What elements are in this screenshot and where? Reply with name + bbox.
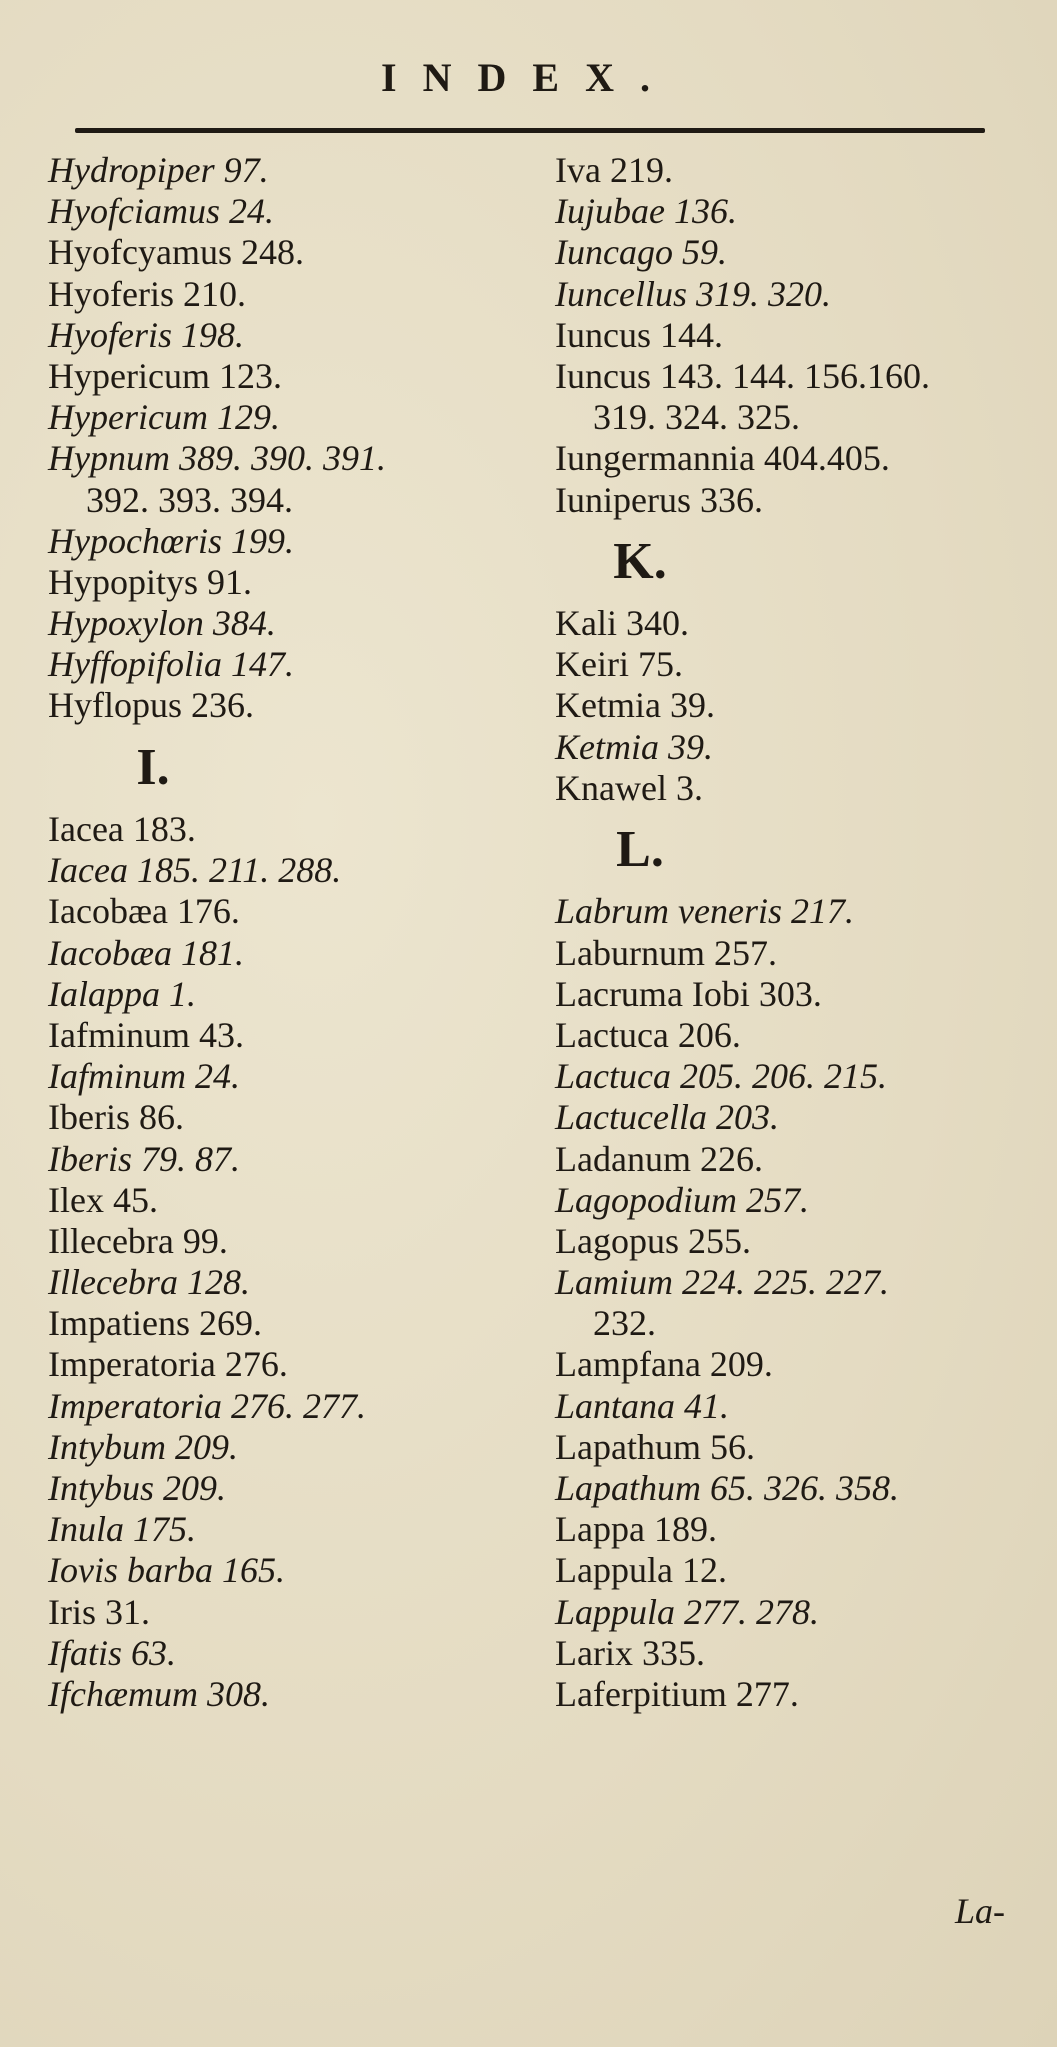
section-letter: K.: [613, 532, 667, 590]
index-entry: Laferpitium 277.: [555, 1673, 799, 1714]
index-entry: Lagopus 255.: [555, 1220, 751, 1261]
index-column-left: [48, 150, 488, 1715]
index-entry: Iberis 86.: [48, 1097, 184, 1138]
index-entry: Ifchæmum 308.: [48, 1673, 270, 1714]
index-entry: Larix 335.: [555, 1632, 705, 1673]
index-entry: Iacea 183.: [48, 809, 196, 850]
index-entry: Lactucella 203.: [555, 1097, 779, 1138]
index-entry: Iovis barba 165.: [48, 1550, 285, 1591]
index-entry: Hypopitys 91.: [48, 561, 253, 602]
index-entry: Lampfana 209.: [555, 1344, 773, 1385]
page-title: INDEX.: [381, 55, 676, 100]
index-entry: Ifatis 63.: [48, 1632, 177, 1673]
index-entry: Iafminum 24.: [48, 1056, 240, 1097]
index-column-right: [555, 150, 995, 1715]
section-letter: L.: [616, 821, 664, 879]
index-entry: Iacobæa 181.: [48, 932, 244, 973]
index-entry-continuation: 319. 324. 325.: [593, 397, 800, 438]
index-entry: Hyffopifolia 147.: [48, 644, 294, 685]
index-entry: Imperatoria 276.: [48, 1344, 288, 1385]
index-entry: Illecebra 128.: [48, 1262, 250, 1303]
index-entry: Iungermannia 404.405.: [555, 438, 890, 479]
index-entry: Inula 175.: [48, 1509, 196, 1550]
index-entry: Kali 340.: [555, 603, 689, 644]
index-entry: Iafminum 43.: [48, 1014, 244, 1055]
index-entry: Ketmia 39.: [555, 726, 713, 767]
index-entry: Iuncago 59.: [555, 232, 727, 273]
index-entry: Lactuca 206.: [555, 1014, 741, 1055]
header-rule: [75, 128, 985, 133]
section-letter: I.: [136, 738, 170, 796]
index-entry: Hypericum 123.: [48, 355, 282, 396]
index-entry: Imperatoria 276. 277.: [48, 1385, 366, 1426]
index-entry-continuation: 232.: [593, 1303, 656, 1344]
index-entry: Lappa 189.: [555, 1509, 717, 1550]
catchword: La-: [955, 1891, 1006, 1931]
index-entry: Lantana 41.: [555, 1385, 730, 1426]
index-entry: Iacobæa 176.: [48, 891, 240, 932]
index-entry: Ialappa 1.: [48, 973, 196, 1014]
index-entry: Lappula 277. 278.: [555, 1591, 820, 1632]
index-entry: Hypericum 129.: [48, 397, 280, 438]
index-entry: Lamium 224. 225. 227.: [555, 1262, 890, 1303]
index-entry: Illecebra 99.: [48, 1220, 228, 1261]
index-entry: Laburnum 257.: [555, 932, 777, 973]
index-entry: Intybum 209.: [48, 1426, 238, 1467]
index-entry: Iuncellus 319. 320.: [555, 273, 831, 314]
index-entry: Lagopodium 257.: [555, 1179, 810, 1220]
index-entry: Iuniperus 336.: [555, 479, 763, 520]
index-entry: Iberis 79. 87.: [48, 1138, 240, 1179]
index-entry: Hypnum 389. 390. 391.: [48, 438, 386, 479]
index-entry: Lactuca 205. 206. 215.: [555, 1056, 887, 1097]
index-entry: Impatiens 269.: [48, 1303, 262, 1344]
index-entry: Iacea 185. 211. 288.: [48, 850, 342, 891]
index-entry: Iujubae 136.: [555, 191, 737, 232]
index-entry: Hyofcyamus 248.: [48, 232, 304, 273]
index-entry: Iuncus 144.: [555, 314, 723, 355]
index-entry-continuation: 392. 393. 394.: [86, 479, 293, 520]
index-entry: Ketmia 39.: [555, 685, 715, 726]
index-entry: Lapathum 65. 326. 358.: [555, 1468, 900, 1509]
index-entry: Iris 31.: [48, 1591, 150, 1632]
index-entry: Lapathum 56.: [555, 1426, 755, 1467]
index-entry: Hyflopus 236.: [48, 685, 254, 726]
index-entry: Intybus 209.: [48, 1468, 226, 1509]
index-entry: Iuncus 143. 144. 156.160.: [555, 355, 930, 396]
index-entry: Hypochœris 199.: [48, 520, 294, 561]
index-entry: Hyoferis 198.: [48, 314, 244, 355]
index-entry: Iva 219.: [555, 150, 673, 190]
index-entry: Hypoxylon 384.: [48, 603, 276, 644]
index-entry: Ladanum 226.: [555, 1138, 763, 1179]
index-entry: Keiri 75.: [555, 644, 683, 685]
index-entry: Hyofciamus 24.: [48, 191, 274, 232]
index-entry: Ilex 45.: [48, 1179, 158, 1220]
index-entry: Lacruma Iobi 303.: [555, 973, 822, 1014]
index-entry: Knawel 3.: [555, 767, 703, 808]
index-entry: Hydropiper 97.: [48, 150, 269, 190]
index-entry: Labrum veneris 217.: [555, 891, 854, 932]
index-entry: Lappula 12.: [555, 1550, 727, 1591]
index-entry: Hyoferis 210.: [48, 273, 246, 314]
